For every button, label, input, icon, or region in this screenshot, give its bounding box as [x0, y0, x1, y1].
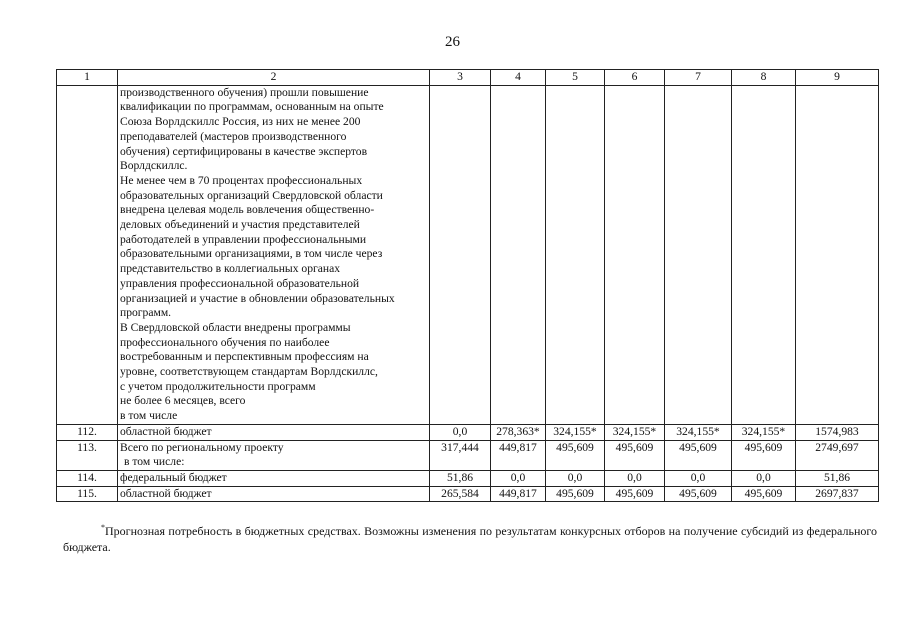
table-row: [57, 424, 879, 440]
empty-cell: [546, 85, 605, 424]
description-line: областной бюджет: [120, 486, 212, 500]
value-cell: 495,609: [605, 486, 665, 502]
value-cell: 495,609: [546, 486, 605, 502]
description-line: Союза Ворлдскиллс Россия, из них не менее 200: [120, 115, 361, 129]
column-header: 3: [430, 70, 491, 86]
footnote: [63, 520, 877, 555]
row-number: 113.: [57, 440, 118, 470]
description-line: управления профессиональной образовательной: [120, 276, 360, 290]
value-cell: 0,0: [491, 470, 546, 486]
description-line: представительство в коллегиальных органах: [120, 262, 341, 276]
value-cell: 0,0: [546, 470, 605, 486]
description-line: работодателей в управлении профессиональными: [120, 232, 367, 246]
continuation-num-cell: [57, 85, 118, 424]
value-cell: 495,609: [665, 486, 732, 502]
value-cell: 495,609: [605, 440, 665, 470]
value-cell: 324,155*: [665, 424, 732, 440]
value-cell: 0,0: [430, 424, 491, 440]
continuation-description: [118, 85, 430, 424]
description-line: Ворлдскиллс.: [120, 159, 188, 173]
column-header: 9: [796, 70, 879, 86]
value-cell: 265,584: [430, 486, 491, 502]
empty-cell: [491, 85, 546, 424]
column-header: 6: [605, 70, 665, 86]
row-description: [118, 470, 430, 486]
description-line: программ.: [120, 306, 172, 320]
column-header: 4: [491, 70, 546, 86]
value-cell: 51,86: [796, 470, 879, 486]
description-line: федеральный бюджет: [120, 470, 227, 484]
row-number: 114.: [57, 470, 118, 486]
description-line: В Свердловской области внедрены программы: [120, 320, 351, 334]
description-line: деловых объединений и участия представителей: [120, 218, 360, 232]
row-description: [118, 486, 430, 502]
description-line: не более 6 месяцев, всего: [120, 394, 246, 408]
value-cell: 495,609: [732, 486, 796, 502]
footnote-marker: *: [101, 523, 105, 532]
page-number: 26: [445, 34, 460, 50]
value-cell: 2749,697: [796, 440, 879, 470]
column-header: 5: [546, 70, 605, 86]
table-row: [57, 486, 879, 502]
description-line: образовательными организациями, в том числе через: [120, 247, 383, 261]
table-row: [57, 440, 879, 470]
value-cell: 324,155*: [732, 424, 796, 440]
value-cell: 324,155*: [546, 424, 605, 440]
description-line: организацией и участие в обновлении образовательных: [120, 291, 395, 305]
value-cell: 2697,837: [796, 486, 879, 502]
table-body: [57, 70, 879, 502]
footnote-text: Прогнозная потребность в бюджетных средствах. Возможны изменения по результатам конкурсных отборов на получение субсидий из федерального бюджета.: [63, 524, 877, 554]
description-line: востребованным и перспективным профессиям на: [120, 350, 369, 364]
description-line: областной бюджет: [120, 424, 212, 438]
value-cell: 449,817: [491, 486, 546, 502]
empty-cell: [605, 85, 665, 424]
description-line: с учетом продолжительности программ: [120, 379, 316, 393]
continuation-row: [57, 85, 879, 424]
value-cell: 278,363*: [491, 424, 546, 440]
empty-cell: [665, 85, 732, 424]
value-cell: 495,609: [732, 440, 796, 470]
description-line: преподавателей (мастеров производственного: [120, 129, 347, 143]
value-cell: 317,444: [430, 440, 491, 470]
description-line: Всего по региональному проекту: [120, 440, 284, 454]
description-line: образовательных организаций Свердловской области: [120, 188, 383, 202]
table-row: [57, 470, 879, 486]
description-line: в том числе: [120, 409, 178, 423]
description-line: обучения) сертифицированы в качестве экспертов: [120, 144, 368, 158]
description-line: уровне, соответствующем стандартам Ворлдскиллс,: [120, 365, 378, 379]
empty-cell: [732, 85, 796, 424]
row-number: 115.: [57, 486, 118, 502]
value-cell: 1574,983: [796, 424, 879, 440]
column-header: 7: [665, 70, 732, 86]
description-line: производственного обучения) прошли повышение: [120, 85, 369, 99]
empty-cell: [430, 85, 491, 424]
row-description: [118, 424, 430, 440]
value-cell: 495,609: [665, 440, 732, 470]
column-header: 8: [732, 70, 796, 86]
value-cell: 0,0: [732, 470, 796, 486]
row-number: 112.: [57, 424, 118, 440]
description-line: в том числе:: [124, 455, 185, 469]
value-cell: 324,155*: [605, 424, 665, 440]
empty-cell: [796, 85, 879, 424]
column-header: 1: [57, 70, 118, 86]
budget-table: [56, 69, 879, 502]
description-line: квалификации по программам, основанным на опыте: [120, 100, 384, 114]
value-cell: 0,0: [665, 470, 732, 486]
description-line: профессионального обучения по наиболее: [120, 335, 330, 349]
column-header-row: [57, 70, 879, 86]
description-line: Не менее чем в 70 процентах профессиональных: [120, 173, 363, 187]
description-line: внедрена целевая модель вовлечения общественно-: [120, 203, 375, 217]
column-header: 2: [118, 70, 430, 86]
row-description: [118, 440, 430, 470]
value-cell: 51,86: [430, 470, 491, 486]
value-cell: 0,0: [605, 470, 665, 486]
value-cell: 495,609: [546, 440, 605, 470]
value-cell: 449,817: [491, 440, 546, 470]
